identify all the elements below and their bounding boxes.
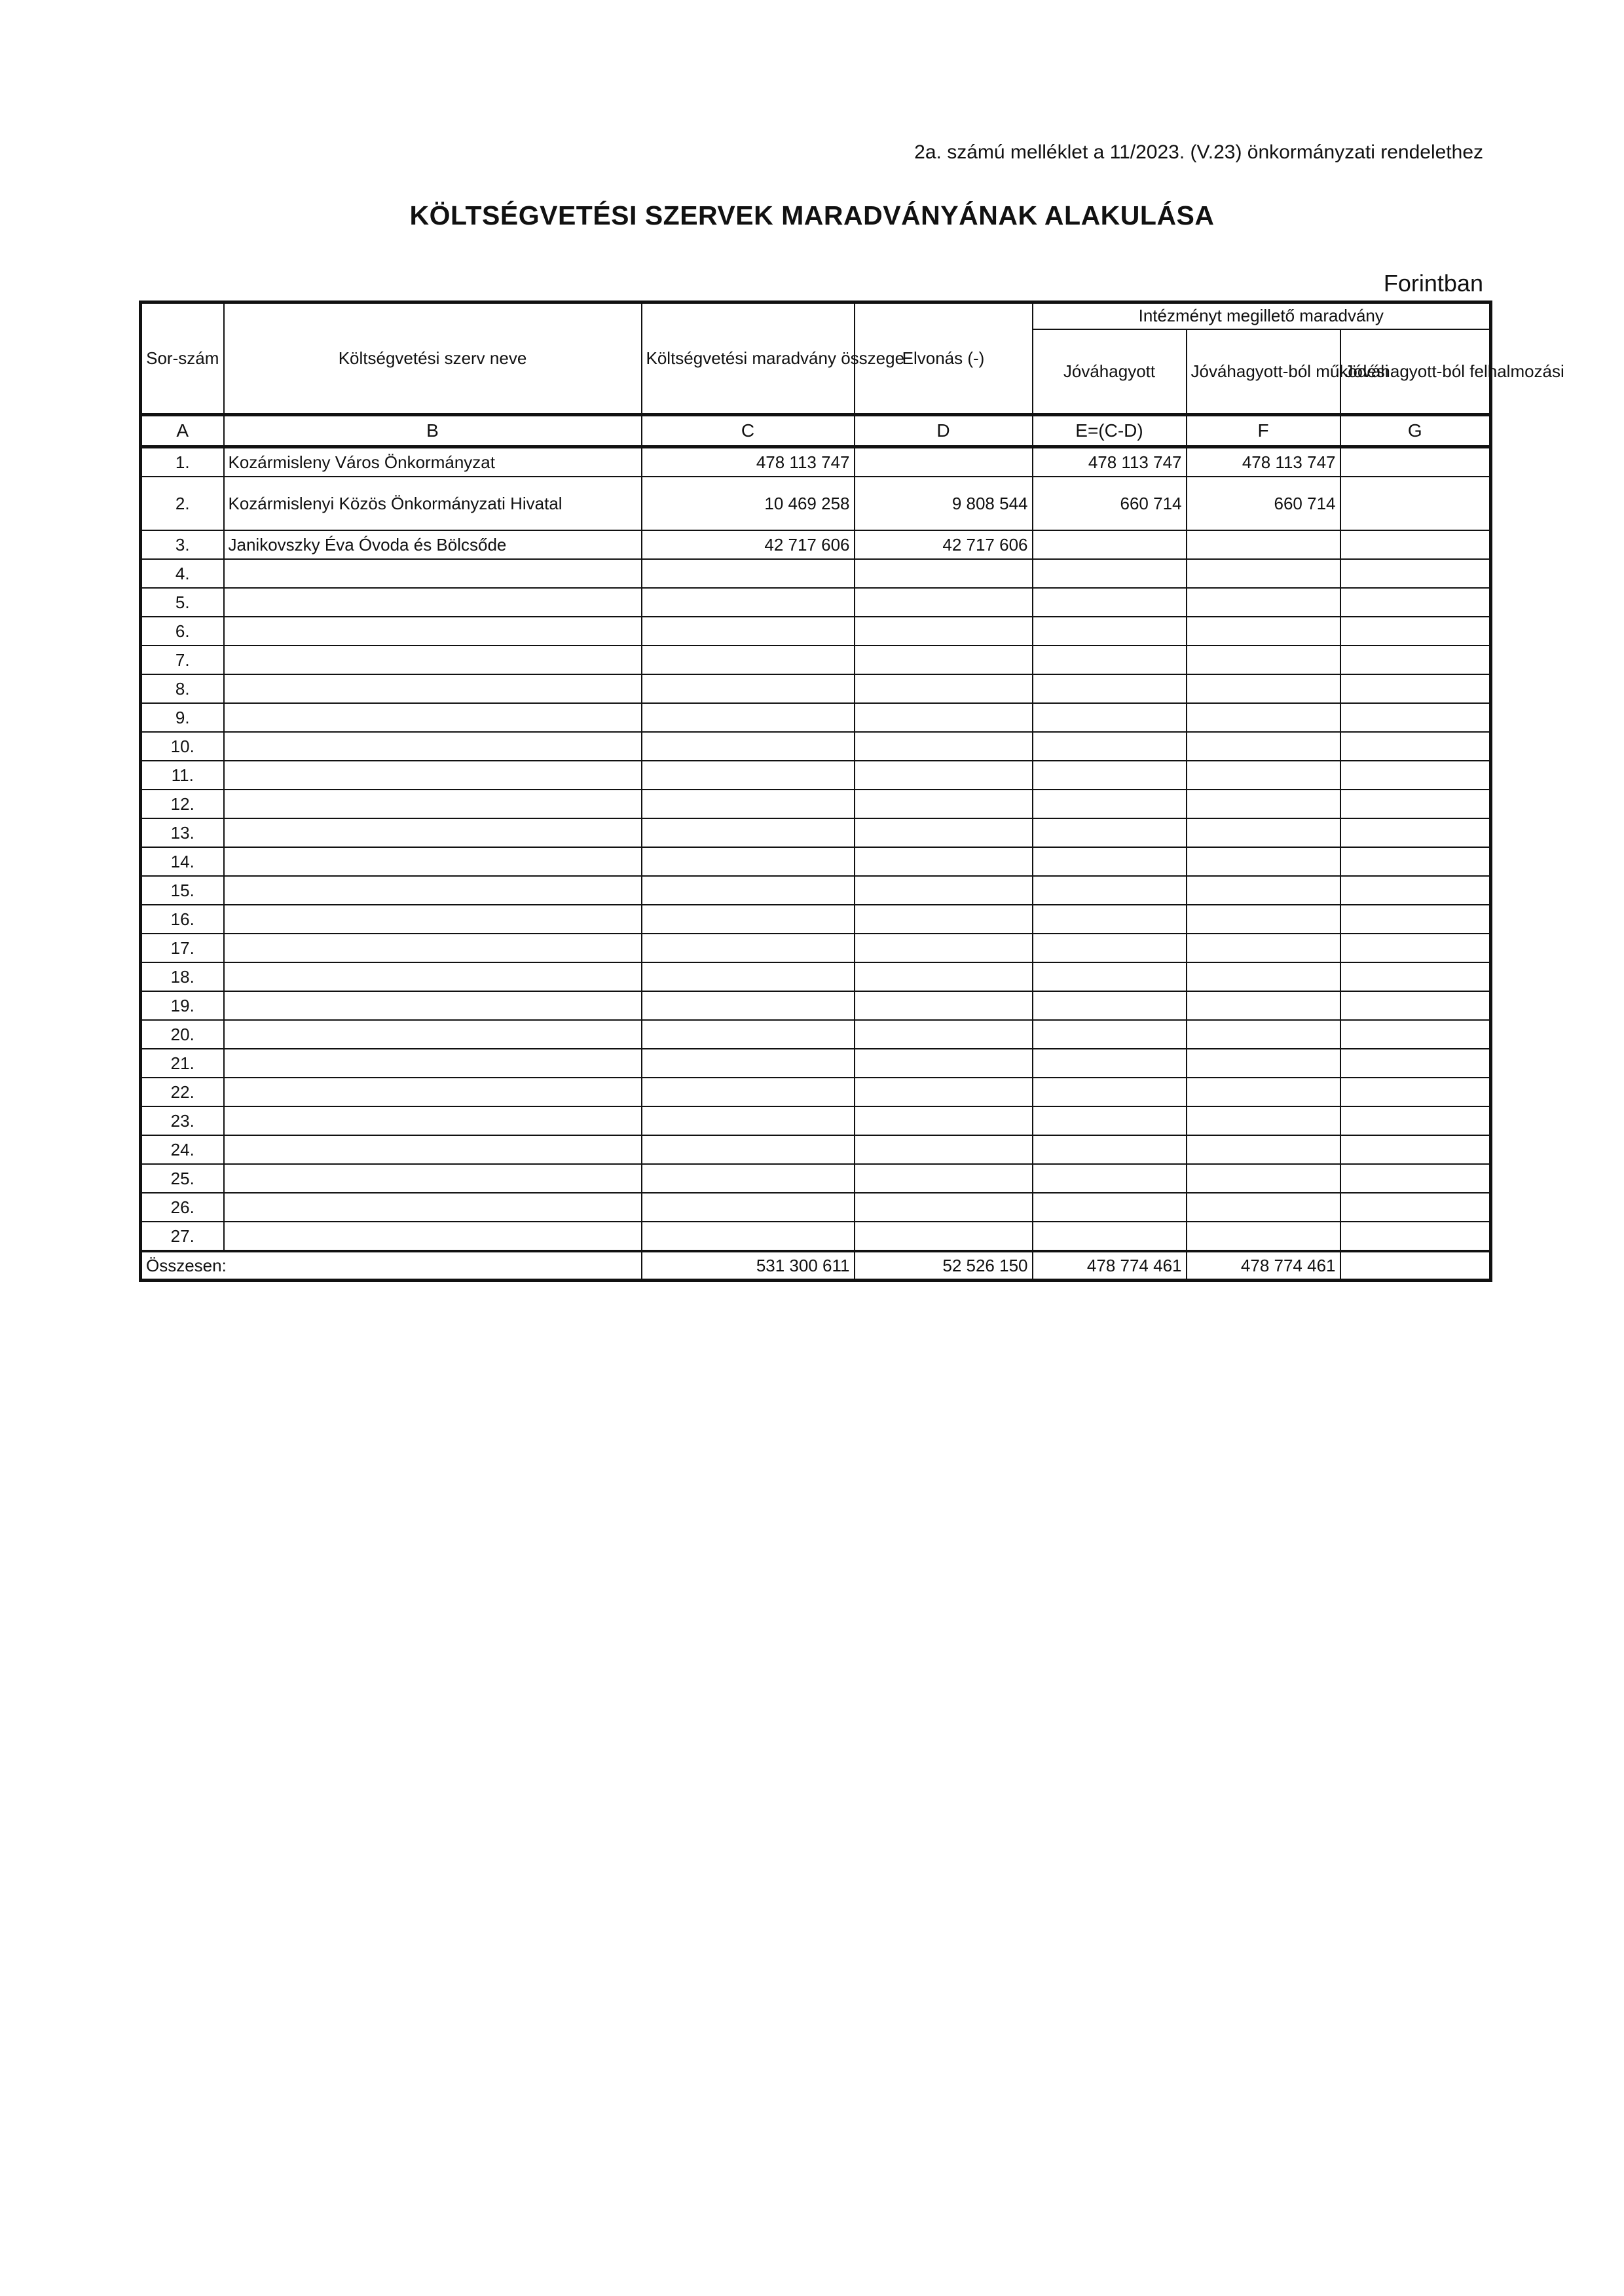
row-jovahagyott: 478 113 747 [1033,447,1187,477]
row-number: 16. [141,905,224,934]
row-mukodesi [1187,991,1340,1020]
row-felhalmozasi [1340,530,1491,559]
row-number: 26. [141,1193,224,1222]
row-name: Kozármislenyi Közös Önkormányzati Hivatal [224,477,642,530]
row-elvonas [855,674,1033,703]
row-number: 11. [141,761,224,790]
table-row [141,1020,1491,1049]
row-felhalmozasi [1340,646,1491,674]
row-mukodesi [1187,646,1340,674]
row-number: 7. [141,646,224,674]
header-group: Intézményt megillető maradvány [1033,302,1491,330]
row-number: 19. [141,991,224,1020]
row-felhalmozasi [1340,1222,1491,1251]
row-jovahagyott [1033,962,1187,991]
table-row [141,1164,1491,1193]
row-jovahagyott: 660 714 [1033,477,1187,530]
table-row [141,588,1491,617]
row-jovahagyott [1033,1222,1187,1251]
row-name [224,1222,642,1251]
row-name [224,876,642,905]
column-letter: A [141,415,224,447]
row-elvonas [855,447,1033,477]
row-mukodesi [1187,732,1340,761]
total-row [141,1251,1491,1281]
row-maradvany [642,790,855,818]
row-name [224,1106,642,1135]
table-row [141,447,1491,477]
table-row [141,703,1491,732]
table-row [141,1193,1491,1222]
table-row [141,617,1491,646]
row-elvonas [855,818,1033,847]
table-row [141,847,1491,876]
row-jovahagyott [1033,588,1187,617]
row-mukodesi [1187,1135,1340,1164]
row-felhalmozasi [1340,447,1491,477]
row-elvonas [855,761,1033,790]
row-number: 10. [141,732,224,761]
table-row [141,934,1491,962]
row-jovahagyott [1033,761,1187,790]
row-maradvany [642,674,855,703]
row-felhalmozasi [1340,1049,1491,1078]
row-name [224,1049,642,1078]
row-maradvany [642,732,855,761]
row-elvonas [855,646,1033,674]
total-jovahagyott: 478 774 461 [1033,1251,1187,1281]
row-number: 22. [141,1078,224,1106]
row-number: 23. [141,1106,224,1135]
table-row [141,1049,1491,1078]
row-number: 6. [141,617,224,646]
row-elvonas [855,703,1033,732]
row-elvonas [855,588,1033,617]
column-letter: E=(C-D) [1033,415,1187,447]
row-jovahagyott [1033,732,1187,761]
row-maradvany [642,1106,855,1135]
column-letter: G [1340,415,1491,447]
row-jovahagyott [1033,617,1187,646]
row-mukodesi [1187,761,1340,790]
row-name: Kozármisleny Város Önkormányzat [224,447,642,477]
residual-table [139,301,1564,1282]
row-mukodesi: 478 113 747 [1187,447,1340,477]
row-mukodesi [1187,962,1340,991]
row-jovahagyott [1033,934,1187,962]
row-name [224,790,642,818]
row-felhalmozasi [1340,1164,1491,1193]
row-jovahagyott [1033,559,1187,588]
row-elvonas [855,876,1033,905]
row-number: 25. [141,1164,224,1193]
row-jovahagyott [1033,1135,1187,1164]
row-name [224,1193,642,1222]
header-felhalmozasi: Jóváhagyott-ból felhalmozási [1340,329,1491,415]
row-felhalmozasi [1340,1135,1491,1164]
annex-note: 2a. számú melléklet a 11/2023. (V.23) önkormányzati rendelethez [914,141,1483,163]
row-elvonas [855,1135,1033,1164]
row-felhalmozasi [1340,761,1491,790]
row-jovahagyott [1033,674,1187,703]
row-name: Janikovszky Éva Óvoda és Bölcsőde [224,530,642,559]
header-name: Költségvetési szerv neve [224,302,642,415]
table-row [141,1135,1491,1164]
row-name [224,1078,642,1106]
row-felhalmozasi [1340,876,1491,905]
row-number: 2. [141,477,224,530]
row-jovahagyott [1033,847,1187,876]
table-row [141,876,1491,905]
row-felhalmozasi [1340,674,1491,703]
row-name [224,703,642,732]
row-elvonas [855,905,1033,934]
row-name [224,905,642,934]
column-letter: C [642,415,855,447]
row-elvonas [855,1164,1033,1193]
row-mukodesi [1187,617,1340,646]
table-row [141,818,1491,847]
row-number: 12. [141,790,224,818]
row-number: 3. [141,530,224,559]
row-maradvany [642,703,855,732]
row-maradvany [642,1135,855,1164]
table-row [141,991,1491,1020]
row-name [224,1164,642,1193]
row-felhalmozasi [1340,732,1491,761]
table-row [141,905,1491,934]
row-number: 5. [141,588,224,617]
row-maradvany [642,559,855,588]
row-mukodesi [1187,1193,1340,1222]
row-jovahagyott [1033,1106,1187,1135]
row-mukodesi [1187,1222,1340,1251]
row-maradvany [642,818,855,847]
row-felhalmozasi [1340,790,1491,818]
row-name [224,559,642,588]
header-jovahagyott: Jóváhagyott [1033,329,1187,415]
row-jovahagyott [1033,1164,1187,1193]
row-maradvany [642,991,855,1020]
row-number: 9. [141,703,224,732]
row-mukodesi [1187,876,1340,905]
header-sorszam: Sor-szám [141,302,224,415]
row-number: 27. [141,1222,224,1251]
row-felhalmozasi [1340,703,1491,732]
total-elvonas: 52 526 150 [855,1251,1033,1281]
row-name [224,732,642,761]
row-number: 20. [141,1020,224,1049]
row-maradvany [642,588,855,617]
row-mukodesi [1187,1164,1340,1193]
column-letter-row [141,415,1491,447]
currency-unit: Forintban [1383,270,1483,297]
row-jovahagyott [1033,703,1187,732]
table-row [141,646,1491,674]
row-number: 18. [141,962,224,991]
total-felhalmozasi [1340,1251,1491,1281]
row-maradvany: 478 113 747 [642,447,855,477]
row-elvonas [855,1078,1033,1106]
row-name [224,991,642,1020]
row-felhalmozasi [1340,934,1491,962]
row-mukodesi [1187,588,1340,617]
row-mukodesi [1187,674,1340,703]
row-number: 14. [141,847,224,876]
row-elvonas [855,1193,1033,1222]
row-number: 13. [141,818,224,847]
row-maradvany [642,646,855,674]
row-maradvany [642,847,855,876]
row-number: 1. [141,447,224,477]
table-row [141,1222,1491,1251]
row-felhalmozasi [1340,1193,1491,1222]
row-maradvany [642,1078,855,1106]
row-elvonas: 42 717 606 [855,530,1033,559]
table-row [141,559,1491,588]
header-maradvany: Költségvetési maradvány összege [642,302,855,415]
row-felhalmozasi [1340,1078,1491,1106]
column-letter: F [1187,415,1340,447]
total-maradvany: 531 300 611 [642,1251,855,1281]
row-elvonas [855,847,1033,876]
row-name [224,962,642,991]
row-maradvany [642,1193,855,1222]
row-mukodesi [1187,703,1340,732]
row-jovahagyott [1033,1049,1187,1078]
row-mukodesi [1187,905,1340,934]
header-elvonas: Elvonás (-) [855,302,1033,415]
page-title: KÖLTSÉGVETÉSI SZERVEK MARADVÁNYÁNAK ALAKULÁSA [409,200,1215,230]
row-elvonas [855,1020,1033,1049]
row-name [224,847,642,876]
row-jovahagyott [1033,530,1187,559]
row-mukodesi [1187,1020,1340,1049]
row-name [224,818,642,847]
row-elvonas: 9 808 544 [855,477,1033,530]
row-number: 17. [141,934,224,962]
row-mukodesi [1187,1049,1340,1078]
table-row [141,732,1491,761]
row-number: 21. [141,1049,224,1078]
table-row [141,530,1491,559]
row-mukodesi [1187,934,1340,962]
row-elvonas [855,559,1033,588]
row-maradvany: 42 717 606 [642,530,855,559]
row-felhalmozasi [1340,847,1491,876]
row-jovahagyott [1033,1020,1187,1049]
row-felhalmozasi [1340,477,1491,530]
table-row [141,790,1491,818]
row-felhalmozasi [1340,1020,1491,1049]
row-elvonas [855,1106,1033,1135]
row-mukodesi [1187,559,1340,588]
row-maradvany [642,761,855,790]
row-felhalmozasi [1340,1106,1491,1135]
table-row [141,1106,1491,1135]
row-maradvany [642,876,855,905]
row-maradvany [642,1222,855,1251]
row-number: 8. [141,674,224,703]
row-maradvany [642,617,855,646]
row-felhalmozasi [1340,905,1491,934]
column-letter: D [855,415,1033,447]
row-jovahagyott [1033,818,1187,847]
row-mukodesi [1187,1106,1340,1135]
row-jovahagyott [1033,1193,1187,1222]
row-felhalmozasi [1340,991,1491,1020]
row-maradvany [642,1020,855,1049]
row-elvonas [855,790,1033,818]
row-jovahagyott [1033,1078,1187,1106]
row-felhalmozasi [1340,588,1491,617]
table-row [141,962,1491,991]
row-name [224,588,642,617]
row-jovahagyott [1033,905,1187,934]
row-elvonas [855,1049,1033,1078]
row-felhalmozasi [1340,617,1491,646]
row-name [224,674,642,703]
table-row [141,1078,1491,1106]
row-jovahagyott [1033,646,1187,674]
total-mukodesi: 478 774 461 [1187,1251,1340,1281]
column-letter: B [224,415,642,447]
row-maradvany [642,962,855,991]
row-name [224,1020,642,1049]
row-felhalmozasi [1340,962,1491,991]
row-jovahagyott [1033,790,1187,818]
row-elvonas [855,934,1033,962]
table-row [141,477,1491,530]
row-elvonas [855,962,1033,991]
row-maradvany [642,905,855,934]
table-row [141,674,1491,703]
row-felhalmozasi [1340,818,1491,847]
row-elvonas [855,1222,1033,1251]
header-mukodesi: Jóváhagyott-ból működési [1187,329,1340,415]
row-number: 24. [141,1135,224,1164]
total-label: Összesen: [141,1251,642,1281]
row-maradvany [642,1164,855,1193]
table-row [141,761,1491,790]
row-mukodesi [1187,818,1340,847]
row-jovahagyott [1033,876,1187,905]
row-maradvany: 10 469 258 [642,477,855,530]
row-elvonas [855,991,1033,1020]
row-name [224,934,642,962]
row-mukodesi [1187,790,1340,818]
row-name [224,1135,642,1164]
row-number: 15. [141,876,224,905]
row-maradvany [642,1049,855,1078]
row-felhalmozasi [1340,559,1491,588]
row-maradvany [642,934,855,962]
row-name [224,617,642,646]
row-jovahagyott [1033,991,1187,1020]
row-mukodesi [1187,1078,1340,1106]
row-mukodesi [1187,530,1340,559]
row-mukodesi [1187,847,1340,876]
row-name [224,646,642,674]
row-elvonas [855,617,1033,646]
row-mukodesi: 660 714 [1187,477,1340,530]
row-name [224,761,642,790]
row-number: 4. [141,559,224,588]
row-elvonas [855,732,1033,761]
